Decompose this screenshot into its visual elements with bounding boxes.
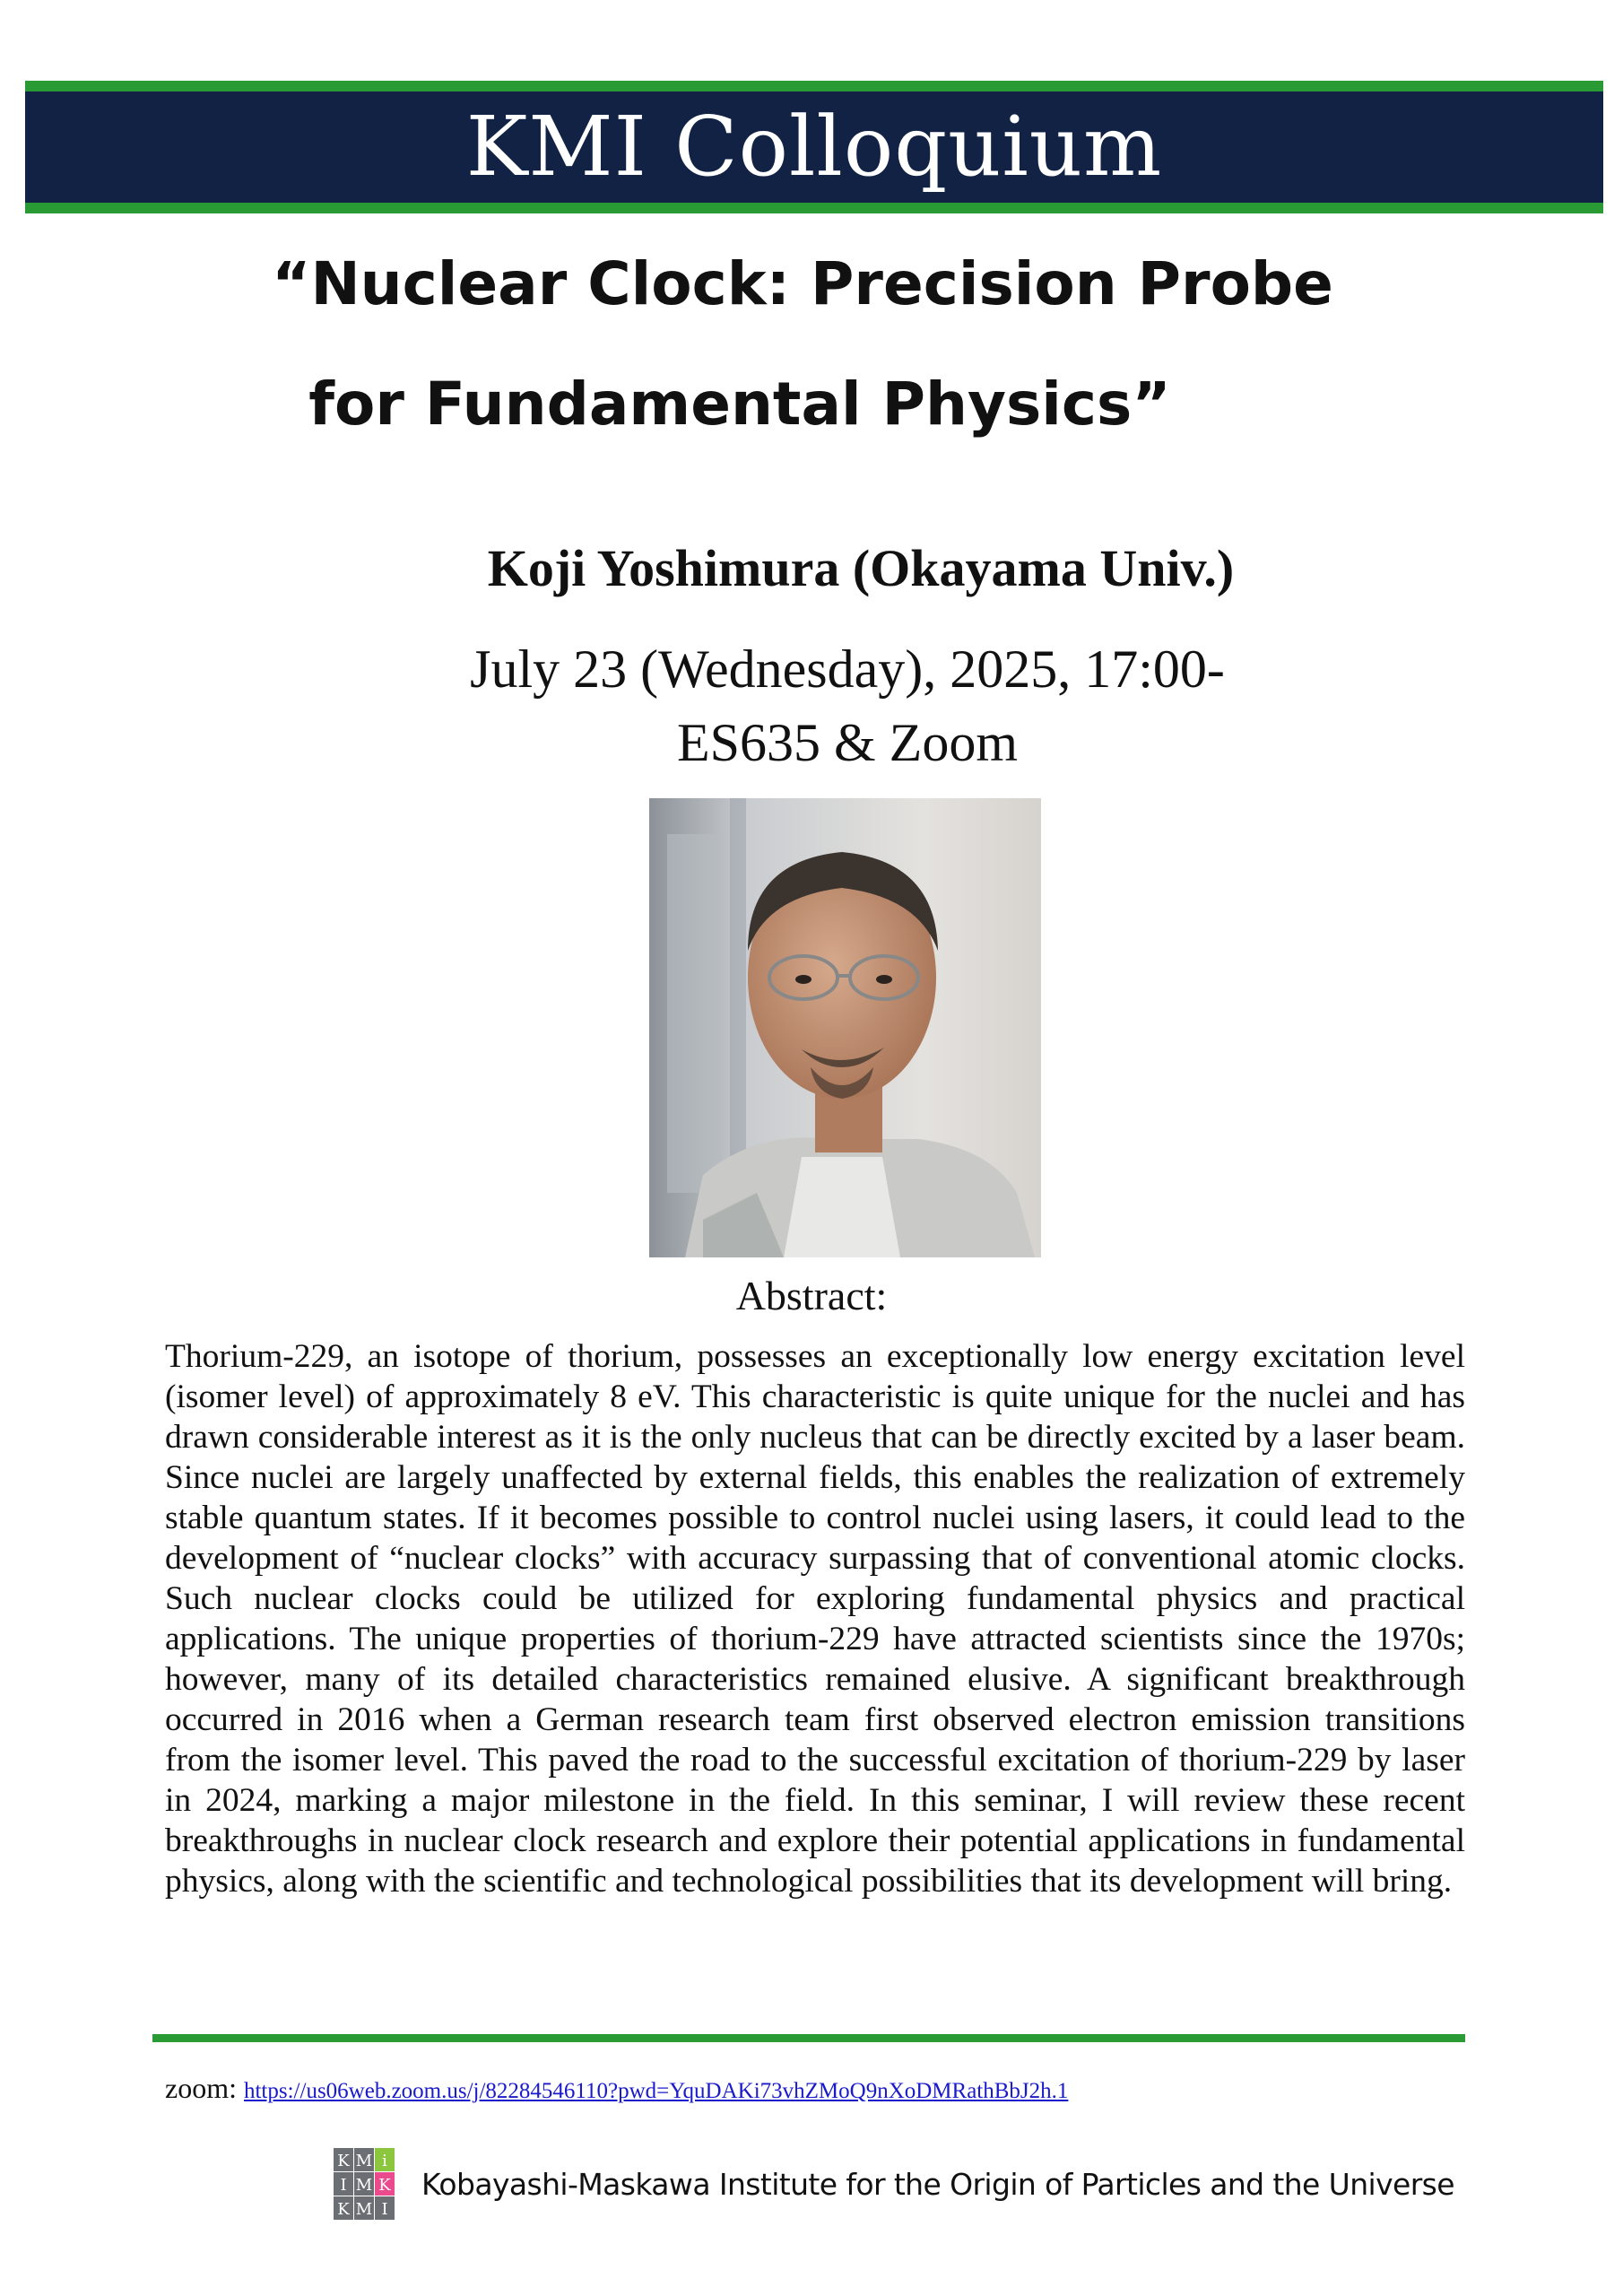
logo-letter: K [337,2152,350,2170]
talk-title-line2: for Fundamental Physics” [308,370,1171,439]
speaker-name: Koji Yoshimura (Okayama Univ.) [487,539,1235,597]
speaker-portrait [649,798,1041,1257]
banner-title: KMI Colloquium [465,99,1163,195]
logo-letter: M [355,2152,373,2170]
footer [334,2148,1454,2220]
header-banner [25,81,1603,213]
zoom-link[interactable]: https://us06web.zoom.us/j/82284546110?pwd=YquDAKi73vhZMoQ9nXoDMRathBbJ2h.1 [243,2079,1069,2103]
event-venue: ES635 & Zoom [676,713,1018,772]
logo-letter: K [378,2176,391,2195]
zoom-label: zoom: [165,2072,237,2104]
event-datetime: July 23 (Wednesday), 2025, 17:00- [470,639,1225,699]
talk-title-line1: “Nuclear Clock: Precision Probe [272,249,1333,318]
logo-letter: I [340,2176,347,2195]
kmi-logo-icon [334,2148,395,2220]
abstract-heading: Abstract: [735,1273,888,1318]
abstract-body: Thorium-229, an isotope of thorium, possesses an exceptionally low energy excitation level (isomer level) of approximately 8 eV. This characteristic is quite unique for the nuclei and has drawn considerable interest as it is the only nucleus that can be directly excited by a laser beam. Since nuclei are largely unaffected by external fields, this enables the realization of extremely stable quantum states. If it becomes possible to control nuclei using lasers, it could lead to the development of “nuclear clocks” with accuracy surpassing that of conventional atomic clocks. Such nuclear clocks could be utilized for exploring fundamental physics and practical applications. The unique properties of thorium-229 have attracted scientists since the 1970s; however, many of its detailed characteristics remained elusive. A significant breakthrough occurred in 2016 when a German research team first observed electron emission transitions from the isomer level. This paved the road to the successful excitation of thorium-229 by laser in 2024, marking a major milestone in the field. In this seminar, I will review these recent breakthroughs in nuclear clock research and explore their potential applications in fundamental physics, along with the scientific and technological possibilities that its development will bring. [165,1338,1465,1900]
logo-letter: I [381,2200,388,2219]
zoom-line [165,2072,1068,2105]
portrait-image [649,798,1041,1257]
institute-name: Kobayashi-Maskawa Institute for the Origin of Particles and the Universe [421,2166,1454,2202]
logo-letter: K [337,2200,350,2219]
logo-letter: i [382,2152,387,2170]
logo-letter: M [355,2176,373,2195]
logo-letter: M [355,2200,373,2219]
divider-rule [152,2034,1465,2042]
